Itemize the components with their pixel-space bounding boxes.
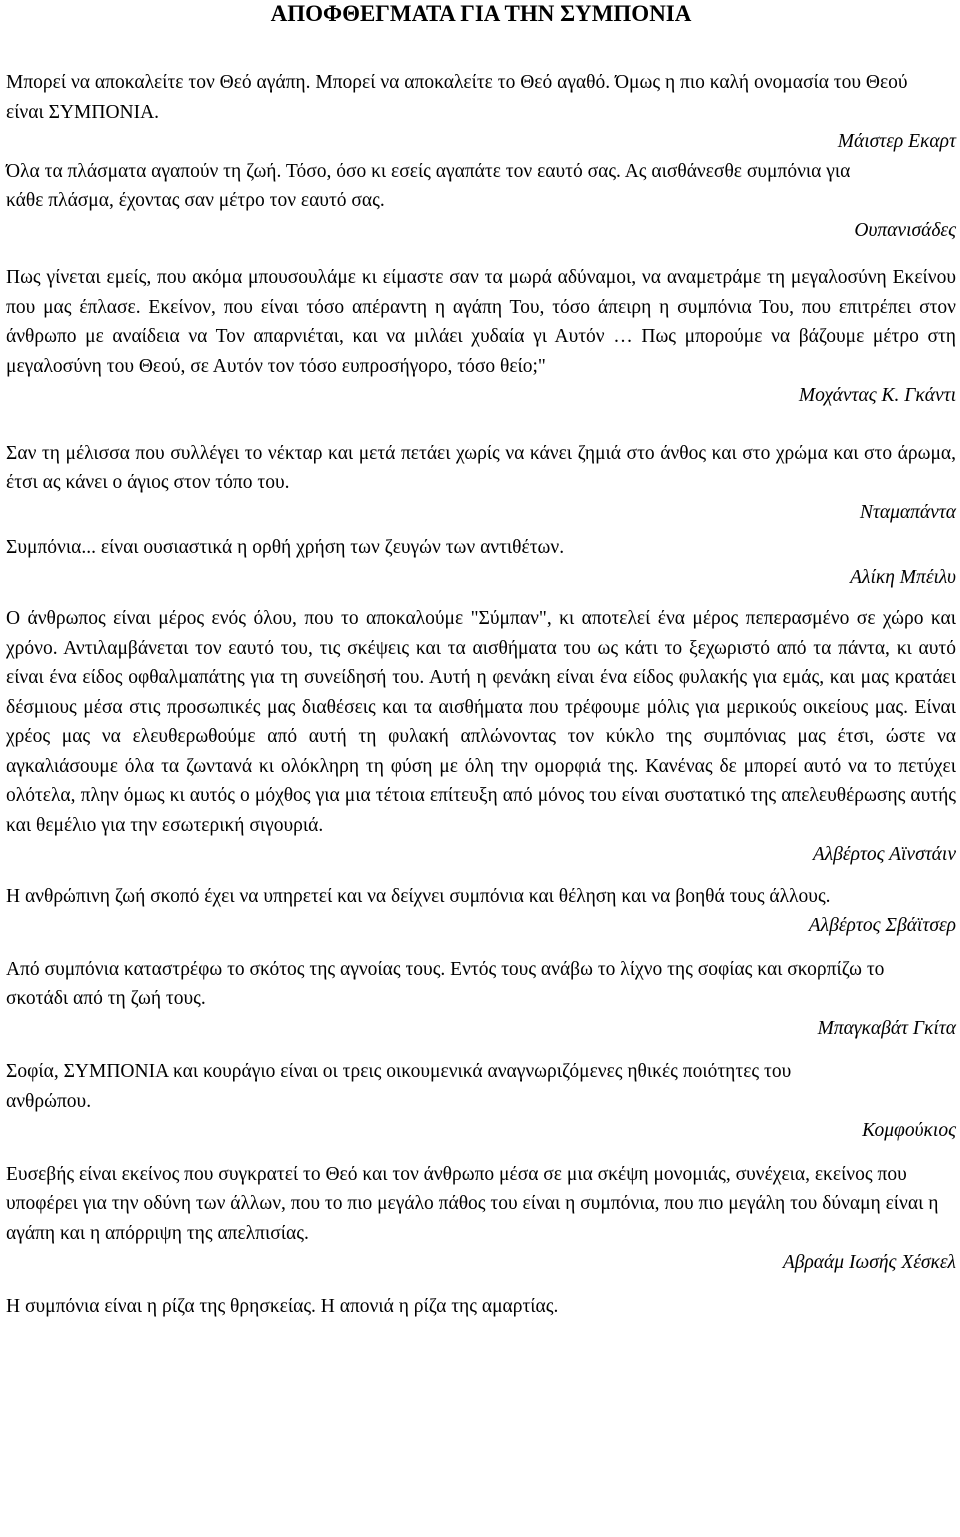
spacer (6, 1278, 956, 1292)
quote-text: Ευσεβής είναι εκείνος που συγκρατεί το Θεό και τον άνθρωπο μέσα σε μια σκέψη μονομιάς, συνέχεια, εκείνος που υποφέρει για την οδύνη των άλλων, που το πιο μεγάλο πάθος του είναι η συμπόνια, που πιο μεγάλη του δύναμη είναι η αγάπη και η απόρριψη της απελπισίας. (6, 1163, 939, 1244)
quote-text: Ο άνθρωπος είναι μέρος ενός όλου, που το αποκαλούμε "Σύμπαν", κι αποτελεί ένα μέρος πεπερασμένο σε χώρο και χρόνο. Αντιλαμβάνεται τον εαυτό του, τις σκέψεις και τα αισθήματα του ως κάτι το ξεχωριστό από τα πάντα, κι αυτό είναι ένα είδος οφθαλμαπάτης για τη συνείδησή του. Αυτή η φενάκη είναι ένα είδος φυλακής για εμάς, και μας κρατάει δέσμιους μέσα στις προσωπικές μας διαθέσεις και τα αισθήματα που τρέφουμε μόλις για μερικούς οικείους μας. Είναι χρέος μας να ελευθερωθούμε από αυτή τη φυλακή απλώνοντας τον κύκλο της συμπόνιας μας έτσι, ώστε να αγκαλιάσουμε όλα τα ζωντανά κι ολόκληρη τη φύση με όλη την ομορφιά της. Κανένας δε μπορεί αυτό να το πετύχει ολότελα, πλην όμως κι αυτός ο μόχθος για μια τέτοια επίτευξη από μόνος του είναι συστατικό της απελευθέρωσης αυτής και θεμέλιο για την εσωτερική σιγουριά. (6, 608, 956, 836)
quote-text: Όλα τα πλάσματα αγαπούν τη ζωή. Τόσο, όσο κι εσείς αγαπάτε τον εαυτό σας. Ας αισθάνεσθε συμπόνια για κάθε πλάσμα, έχοντας σαν μέτρο τον εαυτό σας. (6, 160, 851, 211)
quote-text: Συμπόνια... είναι ουσιαστικά η ορθή χρήση των ζευγών των αντιθέτων. (6, 537, 565, 558)
quote-text: Σοφία, ΣΥΜΠΟΝΙΑ και κουράγιο είναι οι τρεις οικουμενικά αναγνωριζόμενες ηθικές ποιότητες του ανθρώπου. (6, 1061, 792, 1112)
spacer (6, 1043, 956, 1057)
quote-text: Από συμπόνια καταστρέφω το σκότος της αγνοίας τους. Εντός τους ανάβω το λίχνο της σοφίας και σκορπίζω το σκοτάδι από τη ζωή τους. (6, 958, 885, 1009)
spacer (6, 592, 956, 604)
quote-author: Αλίκη Μπέιλυ (850, 566, 956, 588)
quote-author: Ουπανισάδες (854, 219, 956, 241)
page-title: ΑΠΟΦΘΕΓΜΑΤΑ ΓΙΑ ΤΗΝ ΣΥΜΠΟΝΙΑ (270, 1, 692, 26)
quote-text: Η συμπόνια είναι η ρίζα της θρησκείας. Η απονιά η ρίζα της αμαρτίας. (6, 1295, 559, 1317)
quote-author: Μάιστερ Εκαρτ (837, 131, 956, 152)
quote-text: Σαν τη μέλισσα που συλλέγει το νέκταρ και μετά πετάει χωρίς να κάνει ζημιά στο άνθος και στο χρώμα και στο άρωμα, έτσι ας κάνει ο άγιος στον τόπο του. (6, 442, 956, 493)
quote-author: Αλβέρτος Σβάϊτσερ (808, 915, 956, 936)
quote-author: Κομφούκιος (862, 1120, 956, 1141)
quote-author: Μοχάντας Κ. Γκάντι (798, 385, 956, 406)
quote-author: Αβραάμ Ιωσής Χέσκελ (782, 1252, 956, 1273)
spacer (6, 1146, 956, 1160)
spacer (6, 941, 956, 955)
quote-author: Αλβέρτος Αϊνστάιν (812, 844, 956, 865)
quote-author: Νταμαπάντα (859, 501, 956, 523)
quote-text: Η ανθρώπινη ζωή σκοπό έχει να υπηρετεί και να δείχνει συμπόνια και θέληση και να βοηθά τους άλλους. (6, 885, 831, 907)
spacer (6, 245, 956, 263)
quote-author: Μπαγκαβάτ Γκίτα (817, 1017, 956, 1039)
document-page (6, 0, 956, 1321)
quote-text: Πως γίνεται εμείς, που ακόμα μπουσουλάμε κι είμαστε σαν τα μωρά αδύναμοι, να αναμετράμε τη μεγαλοσύνη Εκείνου που μας έπλασε. Εκείνον, που είναι τόσο απέραντη η αγάπη Του, τόσο άπειρη η συμπόνια Του, που επιτρέπει στον άνθρωπο με αναίδεια να Τον απαρνιέται, και να μιλάει χυδαία γι Αυτόν … Πως μπορούμε να βάζουμε μέτρο στη μεγαλοσύνη του Θεού, σε Αυτόν τον τόσο ευπροσήγορο, τόσο θείο;" (6, 267, 956, 377)
quote-text: Μπορεί να αποκαλείτε τον Θεό αγάπη. Μπορεί να αποκαλείτε το Θεό αγαθό. Όμως η πιο καλή ονομασία του Θεού είναι ΣΥΜΠΟΝΙΑ. (6, 72, 908, 123)
spacer (6, 870, 956, 882)
spacer (6, 411, 956, 439)
